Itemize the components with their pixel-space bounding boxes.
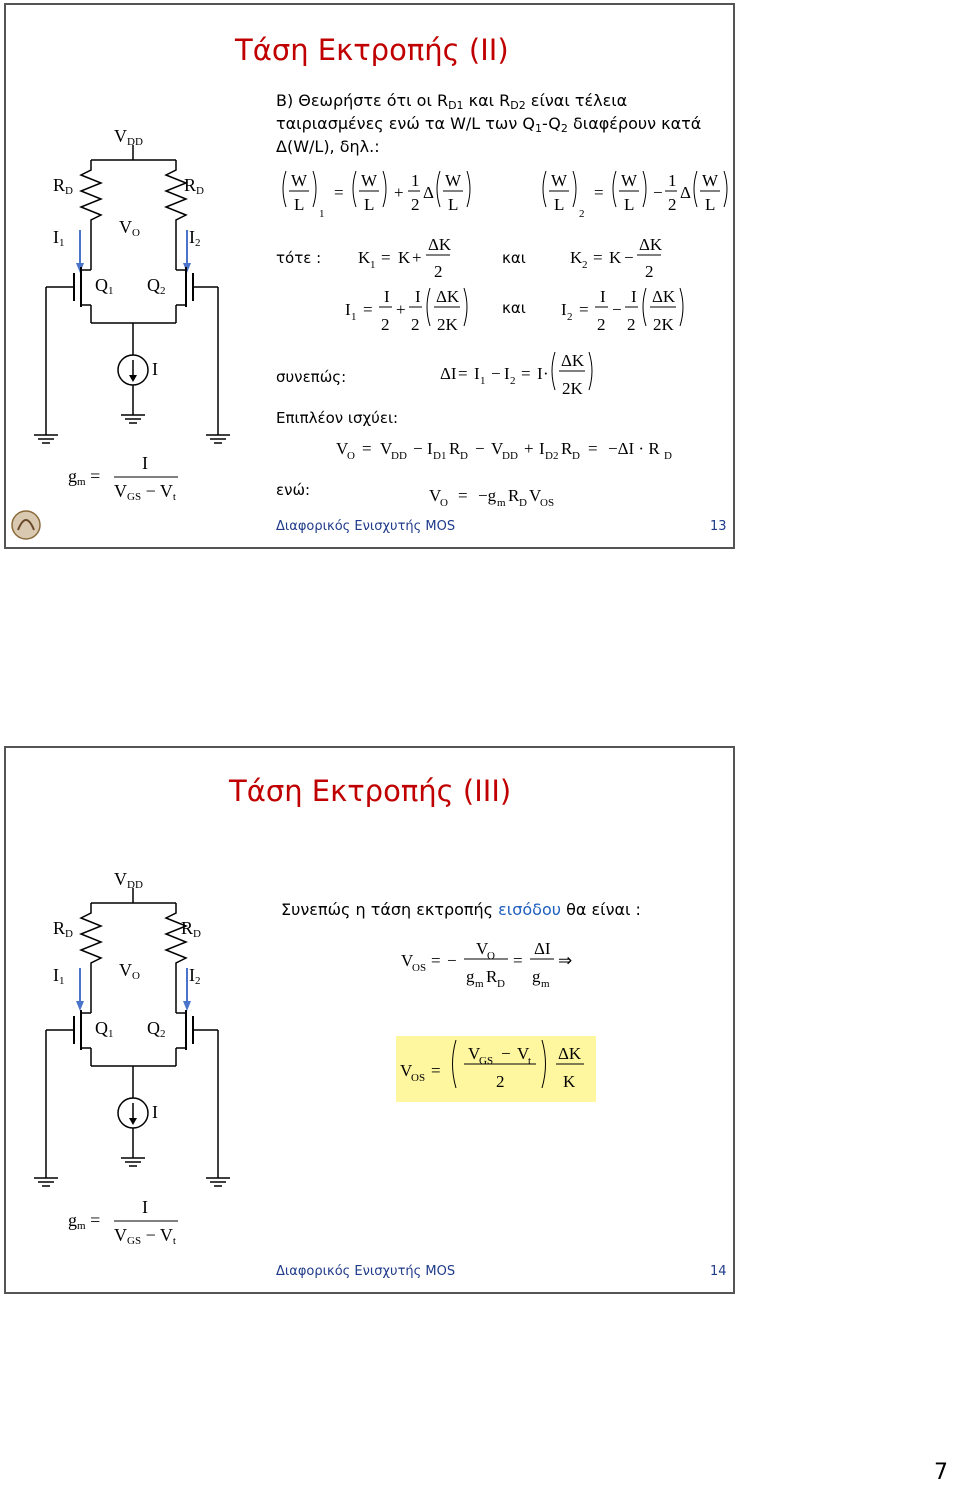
svg-text:ΔI: ΔI <box>534 939 551 958</box>
svg-text:=: = <box>521 364 531 383</box>
slide-title: Τάση Εκτροπής (ΙΙΙ) <box>229 774 512 808</box>
svg-text:I: I <box>415 287 421 306</box>
equations-slide-14 <box>6 748 733 1292</box>
rd-left-label: $R_D$ <box>53 175 73 197</box>
svg-text:K: K <box>398 248 411 267</box>
tote-label: τότε : <box>276 249 322 267</box>
kai-label-2: και <box>502 299 526 317</box>
svg-text:I: I <box>561 300 567 319</box>
svg-text:ΔK: ΔK <box>561 351 585 370</box>
vos-ratio-equation <box>401 939 572 990</box>
intro-line-3: Δ(W/L), δηλ.: <box>276 137 380 156</box>
svg-text:=: = <box>381 248 391 267</box>
q2-label: $Q_2$ <box>147 275 166 297</box>
svg-text:V: V <box>468 1044 481 1063</box>
svg-text:2: 2 <box>411 315 420 334</box>
svg-text:Δ: Δ <box>680 183 691 202</box>
svg-text:L: L <box>705 195 716 214</box>
svg-text:2: 2 <box>645 262 654 281</box>
svg-text:−: − <box>501 1044 511 1063</box>
svg-text:2: 2 <box>597 315 606 334</box>
svg-text:−: − <box>653 183 663 202</box>
vo-label: $V_O$ <box>119 960 140 982</box>
svg-text:D: D <box>497 978 505 990</box>
rd-right-label: $R_D$ <box>181 918 201 940</box>
vo-gain-equation <box>429 486 554 509</box>
svg-text:OS: OS <box>411 1072 426 1084</box>
svg-text:I: I <box>345 300 351 319</box>
q1-label: $Q_1$ <box>95 275 114 297</box>
svg-text:ΔK: ΔK <box>436 287 460 306</box>
intro-line-2: ταιριασμένες ενώ τα W/L των $Q_1-Q_2$ διαφέρουν κατά <box>276 114 702 135</box>
svg-text:O: O <box>487 950 495 962</box>
svg-text:R: R <box>449 439 461 458</box>
svg-text:2: 2 <box>496 1072 505 1091</box>
svg-text:−: − <box>413 439 423 458</box>
svg-text:I: I <box>600 287 606 306</box>
svg-text:GS: GS <box>479 1055 494 1067</box>
svg-text:2K: 2K <box>437 315 458 334</box>
accent-word: εισόδου <box>498 900 561 919</box>
gm-numerator: I <box>142 453 148 473</box>
svg-text:ΔK: ΔK <box>558 1044 582 1063</box>
svg-text:=: = <box>458 486 468 505</box>
svg-text:=: = <box>334 183 344 202</box>
svg-text:V: V <box>401 951 414 970</box>
slide-14 <box>4 746 735 1294</box>
svg-text:W: W <box>361 171 378 190</box>
eno-label: ενώ: <box>276 481 311 499</box>
svg-text:K: K <box>563 1072 576 1091</box>
q1-label: $Q_1$ <box>95 1018 114 1040</box>
svg-text:D: D <box>572 450 580 462</box>
svg-text:2: 2 <box>582 259 588 271</box>
svg-text:V: V <box>336 439 349 458</box>
svg-text:W: W <box>702 171 719 190</box>
svg-text:W: W <box>621 171 638 190</box>
current-source-label: I <box>152 359 158 379</box>
i1-label: $I_1$ <box>53 965 65 987</box>
svg-text:−ΔI · R: −ΔI · R <box>608 439 660 458</box>
svg-text:ΔK: ΔK <box>428 235 452 254</box>
epipleon-label: Επιπλέον ισχύει: <box>276 409 399 427</box>
svg-text:W: W <box>551 171 568 190</box>
gm-label: $g_m$ = <box>68 1210 101 1232</box>
svg-text:=: = <box>594 183 604 202</box>
svg-text:2K: 2K <box>653 315 674 334</box>
svg-text:g: g <box>466 967 475 986</box>
svg-text:D: D <box>664 450 672 462</box>
svg-text:2K: 2K <box>562 379 583 398</box>
svg-text:O: O <box>347 450 355 462</box>
svg-text:+: + <box>394 183 404 202</box>
svg-text:1: 1 <box>411 171 420 190</box>
svg-text:2: 2 <box>567 311 573 323</box>
svg-text:V: V <box>380 439 393 458</box>
svg-text:⇒: ⇒ <box>558 951 573 970</box>
svg-text:V: V <box>529 486 542 505</box>
svg-text:2: 2 <box>411 195 420 214</box>
svg-text:1: 1 <box>351 311 357 323</box>
gm-numerator: I <box>142 1197 148 1217</box>
svg-text:I: I <box>504 364 510 383</box>
delta-i-equation <box>440 351 592 398</box>
i2-equation <box>561 287 683 334</box>
k1-equation <box>358 235 452 281</box>
vdd-label: $V_{DD}$ <box>114 126 143 148</box>
svg-text:g: g <box>532 967 541 986</box>
page-number: 7 <box>934 1460 948 1485</box>
svg-text:V: V <box>517 1044 530 1063</box>
equations-slide-13 <box>6 5 733 547</box>
svg-text:2: 2 <box>579 208 585 220</box>
svg-text:−g: −g <box>478 486 497 505</box>
svg-text:I: I <box>537 364 543 383</box>
svg-text:1: 1 <box>480 375 486 387</box>
slide-title: Τάση Εκτροπής (ΙΙ) <box>235 33 509 67</box>
gm-denominator: $V_{GS} - V_t$ <box>114 1225 176 1247</box>
svg-text:1: 1 <box>668 171 677 190</box>
svg-text:L: L <box>624 195 635 214</box>
svg-text:D2: D2 <box>545 450 559 462</box>
svg-text:L: L <box>448 195 459 214</box>
svg-text:K: K <box>570 248 583 267</box>
svg-text:2: 2 <box>381 315 390 334</box>
k2-equation <box>570 235 663 281</box>
svg-text:I: I <box>427 439 433 458</box>
gm-label: $g_m$ = <box>68 466 101 488</box>
svg-text:OS: OS <box>412 962 427 974</box>
svg-text:V: V <box>476 939 489 958</box>
svg-text:ΔK: ΔK <box>639 235 663 254</box>
q2-label: $Q_2$ <box>147 1018 166 1040</box>
svg-text:DD: DD <box>391 450 407 462</box>
svg-text:L: L <box>294 195 305 214</box>
svg-text:m: m <box>475 978 484 990</box>
current-source-label: I <box>152 1102 158 1122</box>
svg-text:W: W <box>291 171 308 190</box>
i2-label: $I_2$ <box>189 965 201 987</box>
svg-text:+: + <box>524 439 534 458</box>
slide-footer: Διαφορικός Ενισχυτής MOS <box>276 1264 456 1279</box>
kai-label-1: και <box>502 249 526 267</box>
svg-text:2: 2 <box>668 195 677 214</box>
svg-text:m: m <box>497 497 506 509</box>
svg-text:−: − <box>447 951 457 970</box>
i1-label: $I_1$ <box>53 227 65 249</box>
svg-text:I: I <box>539 439 545 458</box>
svg-text:K: K <box>609 248 622 267</box>
rd-left-label: $R_D$ <box>53 918 73 940</box>
svg-text:=: = <box>458 364 468 383</box>
svg-text:−: − <box>624 248 634 267</box>
svg-text:V: V <box>491 439 504 458</box>
svg-text:1: 1 <box>319 208 325 220</box>
slide-13 <box>4 3 735 549</box>
svg-text:=: = <box>593 248 603 267</box>
vos-intro-line: Συνεπώς η τάση εκτροπής εισόδου θα είναι : <box>281 900 641 919</box>
svg-text:W: W <box>445 171 462 190</box>
svg-text:ΔK: ΔK <box>652 287 676 306</box>
svg-text:2: 2 <box>627 315 636 334</box>
svg-text:=: = <box>588 439 598 458</box>
svg-text:D1: D1 <box>433 450 447 462</box>
vo-equation <box>336 439 672 462</box>
synepos-label: συνεπώς: <box>276 368 347 386</box>
svg-text:=: = <box>363 300 373 319</box>
svg-text:DD: DD <box>502 450 518 462</box>
svg-text:1: 1 <box>370 259 376 271</box>
vdd-label: $V_{DD}$ <box>114 869 143 891</box>
svg-text:R: R <box>508 486 520 505</box>
slide-number: 14 <box>710 1264 727 1279</box>
svg-text:+: + <box>412 248 422 267</box>
svg-text:O: O <box>440 497 448 509</box>
svg-text:Δ: Δ <box>423 183 434 202</box>
svg-text:I: I <box>631 287 637 306</box>
svg-text:=: = <box>579 300 589 319</box>
slide-number: 13 <box>710 519 727 534</box>
svg-text:V: V <box>429 486 442 505</box>
wl2-equation <box>543 171 727 220</box>
rd-right-label: $R_D$ <box>184 175 204 197</box>
gm-denominator: $V_{GS} - V_t$ <box>114 481 176 503</box>
svg-text:ΔI: ΔI <box>440 364 457 383</box>
svg-text:I: I <box>474 364 480 383</box>
intro-line-1: Β) Θεωρήστε ότι οι $R_{D1}$ και $R_{D2}$ είναι τέλεια <box>276 91 628 112</box>
svg-text:D: D <box>519 497 527 509</box>
vo-label: $V_O$ <box>119 217 140 239</box>
svg-text:L: L <box>554 195 565 214</box>
svg-text:R: R <box>561 439 573 458</box>
svg-text:K: K <box>358 248 371 267</box>
svg-text:=: = <box>513 951 523 970</box>
svg-text:D: D <box>460 450 468 462</box>
svg-text:·: · <box>543 364 549 383</box>
svg-text:I: I <box>384 287 390 306</box>
svg-text:t: t <box>528 1055 532 1067</box>
svg-text:L: L <box>364 195 375 214</box>
svg-text:V: V <box>400 1061 413 1080</box>
i1-equation <box>345 287 467 334</box>
svg-text:m: m <box>541 978 550 990</box>
wl1-equation <box>283 171 470 220</box>
vos-final-equation <box>400 1040 584 1091</box>
svg-text:2: 2 <box>434 262 443 281</box>
svg-text:=: = <box>431 951 441 970</box>
slide-footer: Διαφορικός Ενισχυτής MOS <box>276 519 456 534</box>
svg-text:−: − <box>612 300 622 319</box>
svg-text:+: + <box>396 300 406 319</box>
svg-text:2: 2 <box>510 375 516 387</box>
i2-label: $I_2$ <box>189 227 201 249</box>
svg-text:−: − <box>491 364 501 383</box>
svg-text:=: = <box>431 1061 441 1080</box>
svg-text:OS: OS <box>540 497 555 509</box>
svg-text:R: R <box>486 967 498 986</box>
svg-text:−: − <box>475 439 485 458</box>
svg-text:=: = <box>362 439 372 458</box>
